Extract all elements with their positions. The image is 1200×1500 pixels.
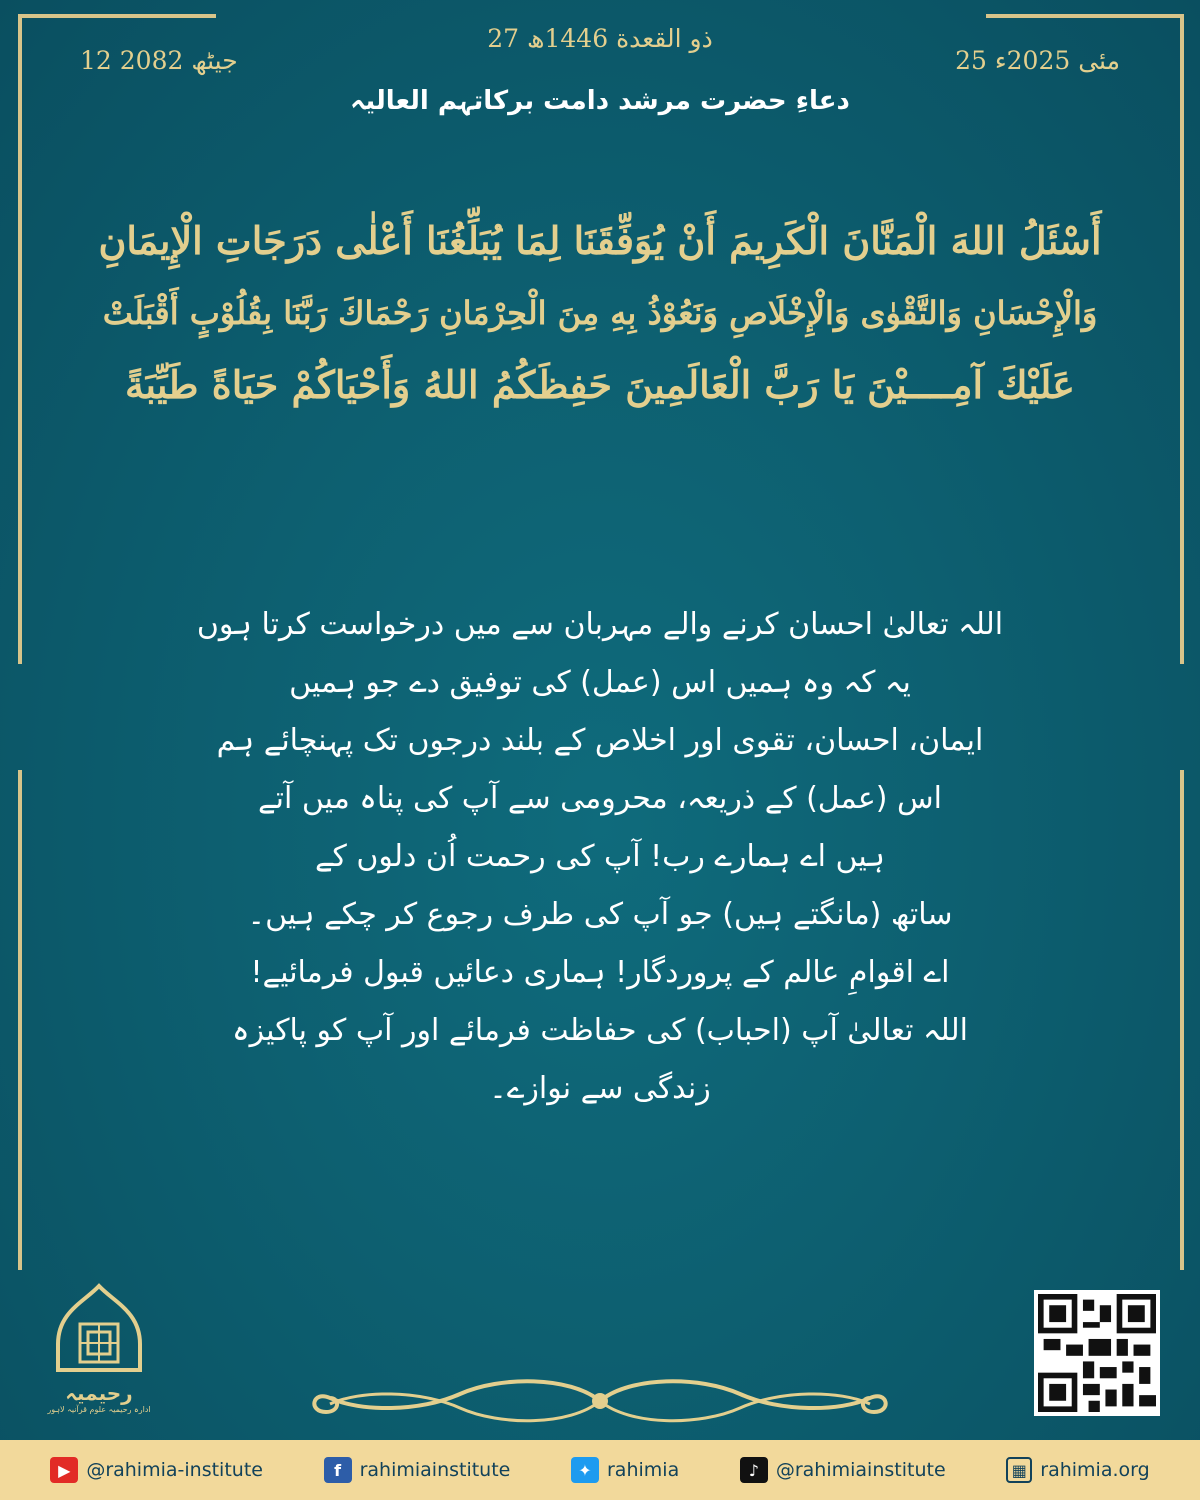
logo-subtext: ادارہ رحیمیہ علوم قرآنیہ لاہور [47, 1405, 151, 1414]
gold-ornament [300, 1372, 900, 1430]
tiktok-link[interactable] [740, 1457, 946, 1483]
gregorian-date: 25 مئی 2025ء [955, 46, 1120, 75]
arabic-line-3: عَلَيْكَ آمِــــيْنَ يَا رَبَّ الْعَالَمِينَ حَفِظَكُمُ اللهُ وَأَحْيَاكُمْ حَيَاةً طَيِّبَةً [125, 362, 1075, 407]
tiktok-handle: @rahimiainstitute [775, 1459, 946, 1481]
hijri-date: 27 ذو القعدة 1446ھ [487, 24, 713, 53]
frame-top-right [986, 14, 1184, 18]
arabic-line-2: وَالْإِحْسَانِ وَالتَّقْوٰى وَالْإِخْلَاصِ وَنَعُوْذُ بِهِ مِنَ الْحِرْمَانِ رَحْمَاكَ رَبَّنَا بِقُلُوْبٍ أَقْبَلَتْ [102, 294, 1098, 332]
arabic-dua [90, 205, 1110, 421]
youtube-handle: @rahimia-institute [86, 1459, 263, 1481]
qr-code-icon [1038, 1294, 1156, 1412]
urdu-translation [160, 596, 1040, 1118]
bikrami-date: 12 جیٹھ 2082 [80, 46, 238, 75]
urdu-line-4: اس (عمل) کے ذریعہ، محرومی سے آپ کی پناہ میں آتے [258, 781, 942, 816]
youtube-icon: ▶ [50, 1457, 78, 1483]
rahimia-logo [44, 1282, 154, 1417]
facebook-handle: rahimiainstitute [359, 1459, 511, 1481]
twitter-handle: rahimia [607, 1459, 680, 1481]
urdu-line-9: زندگی سے نوازے۔ [489, 1071, 711, 1106]
facebook-link[interactable] [324, 1457, 511, 1483]
frame-top-left [18, 14, 216, 18]
tiktok-icon: ♪ [740, 1457, 768, 1483]
globe-icon: ▦ [1006, 1457, 1032, 1483]
logo-text: رحیمیہ [65, 1381, 133, 1405]
urdu-line-2: یہ کہ وہ ہمیں اس (عمل) کی توفیق دے جو ہمیں [289, 665, 911, 700]
urdu-line-1: اللہ تعالیٰ احسان کرنے والے مہربان سے میں درخواست کرتا ہوں [196, 607, 1004, 642]
urdu-line-6: ساتھ (مانگتے ہیں) جو آپ کی طرف رجوع کر چکے ہیں۔ [247, 897, 953, 932]
frame-left-lower [18, 770, 22, 1270]
urdu-line-3: ایمان، احسان، تقوی اور اخلاص کے بلند درجوں تک پہنچائے ہم [216, 723, 984, 758]
facebook-icon: f [324, 1457, 352, 1483]
twitter-link[interactable] [571, 1457, 679, 1483]
urdu-line-8: اللہ تعالیٰ آپ (احباب) کی حفاظت فرمائے اور آپ کو پاکیزہ [232, 1013, 968, 1048]
urdu-line-7: اے اقوامِ عالم کے پروردگار! ہماری دعائیں قبول فرمائیے! [250, 955, 950, 990]
qr-code[interactable] [1034, 1290, 1160, 1416]
youtube-link[interactable] [50, 1457, 263, 1483]
website-link[interactable] [1006, 1457, 1149, 1483]
social-footer [0, 1440, 1200, 1500]
twitter-icon: ✦ [571, 1457, 599, 1483]
logo-dome-icon [44, 1282, 154, 1377]
page-title: دعاءِ حضرت مرشد دامت برکاتہم العالیہ [350, 86, 850, 116]
frame-right-lower [1180, 770, 1184, 1270]
arabic-line-1: أَسْئَلُ اللهَ الْمَنَّانَ الْكَرِيمَ أَنْ يُوَفِّقَنَا لِمَا يُبَلِّغُنَا أَعْلٰى دَرَجَاتِ الْإِيمَانِ [98, 218, 1102, 263]
website-url: rahimia.org [1040, 1459, 1150, 1481]
urdu-line-5: ہیں اے ہمارے رب! آپ کی رحمت اُن دلوں کے [314, 839, 886, 874]
